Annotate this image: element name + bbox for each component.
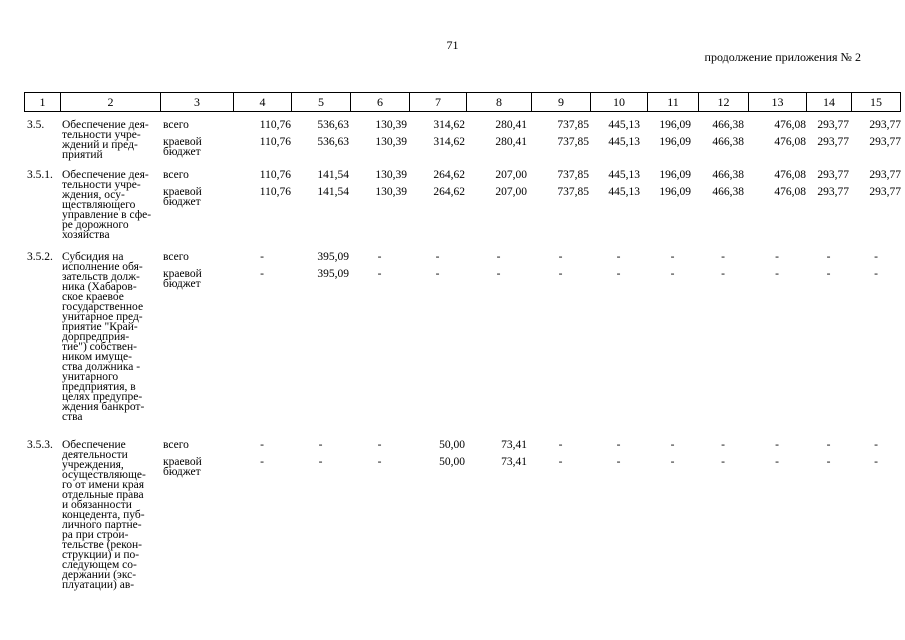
row-funding-label: бюджет xyxy=(163,196,201,208)
value-cell: - xyxy=(558,439,563,451)
value-cell: - xyxy=(670,251,675,263)
header-cell-5: 5 xyxy=(291,93,350,111)
value-cell: - xyxy=(377,439,382,451)
value-cell: 466,38 xyxy=(712,186,744,198)
row-name-line: тие") собствен- xyxy=(62,341,137,353)
row-name-line: плуатации) ав- xyxy=(62,579,135,591)
value-cell: - xyxy=(670,456,675,468)
row-code: 3.5.2. xyxy=(27,251,53,263)
row-name-line: го от имени края xyxy=(62,479,145,491)
header-cell-2: 2 xyxy=(60,93,160,111)
value-cell: 196,09 xyxy=(659,119,691,131)
row-name-line: ществляющего xyxy=(62,199,136,211)
row-name-line: государственное xyxy=(62,301,144,313)
row-name-line: концедента, пуб- xyxy=(62,509,145,521)
value-cell: 395,09 xyxy=(317,251,349,263)
value-cell: 445,13 xyxy=(608,169,640,181)
value-cell: - xyxy=(377,456,382,468)
row-name-line: целях предупре- xyxy=(62,391,143,403)
row-name-line: хозяйства xyxy=(62,229,110,241)
row-name-line: зательств долж- xyxy=(62,271,140,283)
value-cell: 73,41 xyxy=(501,439,527,451)
value-cell: 196,09 xyxy=(659,186,691,198)
value-cell: 536,63 xyxy=(317,119,349,131)
row-name-line: ника (Хабаров- xyxy=(62,281,137,293)
row-name-line: Обеспечение дея- xyxy=(62,169,149,181)
value-cell: 737,85 xyxy=(557,119,589,131)
value-cell: 476,08 xyxy=(774,169,806,181)
value-cell: 314,62 xyxy=(433,136,465,148)
row-funding-label: бюджет xyxy=(163,146,201,158)
value-cell: 466,38 xyxy=(712,119,744,131)
row-name-line: деятельности xyxy=(62,449,128,461)
row-code: 3.5. xyxy=(27,119,45,131)
value-cell: - xyxy=(826,251,831,263)
value-cell: 293,77 xyxy=(817,186,849,198)
value-cell: - xyxy=(616,268,621,280)
value-cell: 141,54 xyxy=(317,186,349,198)
row-name-line: приятие "Край- xyxy=(62,321,138,333)
value-cell: - xyxy=(721,268,725,280)
row-name-line: Обеспечение дея- xyxy=(62,119,149,131)
value-cell: 293,77 xyxy=(817,136,849,148)
value-cell: - xyxy=(775,251,779,263)
header-cell-9: 9 xyxy=(531,93,590,111)
row-name-line: личного партне- xyxy=(62,519,142,531)
row-name-line: тельстве (рекон- xyxy=(62,539,143,551)
row-name-line: тельности учре- xyxy=(62,129,141,141)
value-cell: - xyxy=(670,439,675,451)
value-cell: - xyxy=(670,268,675,280)
row-name-line: ждения банкрот- xyxy=(62,401,145,413)
row-name-line: ждения, осу- xyxy=(62,189,125,201)
value-cell: - xyxy=(874,251,878,263)
row-name-line: Обеспечение xyxy=(62,439,126,451)
value-cell: 476,08 xyxy=(774,136,806,148)
row-name-line: учреждения, xyxy=(62,459,124,471)
header-cell-13: 13 xyxy=(748,93,806,111)
value-cell: - xyxy=(721,439,725,451)
value-cell: - xyxy=(260,268,264,280)
value-cell: - xyxy=(435,251,440,263)
header-cell-11: 11 xyxy=(647,93,698,111)
value-cell: - xyxy=(260,439,264,451)
row-name-line: ства должника - xyxy=(62,361,141,373)
value-cell: 130,39 xyxy=(375,186,407,198)
row-funding-label: бюджет xyxy=(163,466,201,478)
value-cell: - xyxy=(826,268,831,280)
value-cell: 73,41 xyxy=(501,456,527,468)
row-name-line: приятий xyxy=(62,149,103,161)
row-name-line: ства xyxy=(62,411,83,423)
value-cell: 466,38 xyxy=(712,136,744,148)
value-cell: - xyxy=(496,251,501,263)
value-cell: - xyxy=(616,439,621,451)
value-cell: - xyxy=(377,251,382,263)
row-name-line: ником имуще- xyxy=(62,351,132,363)
row-name-line: осуществляюще- xyxy=(62,469,146,481)
value-cell: 50,00 xyxy=(439,439,465,451)
value-cell: 207,00 xyxy=(495,169,527,181)
value-cell: 395,09 xyxy=(317,268,349,280)
value-cell: 445,13 xyxy=(608,136,640,148)
value-cell: 445,13 xyxy=(608,186,640,198)
value-cell: 196,09 xyxy=(659,136,691,148)
row-name-line: ра при строи- xyxy=(62,529,129,541)
row-name-line: ское краевое xyxy=(62,291,124,303)
row-name-line: следующем со- xyxy=(62,559,137,571)
value-cell: 737,85 xyxy=(557,136,589,148)
row-funding-label: всего xyxy=(163,169,189,181)
row-name-line: исполнение обя- xyxy=(62,261,143,273)
value-cell: 264,62 xyxy=(433,186,465,198)
value-cell: 445,13 xyxy=(608,119,640,131)
value-cell: 536,63 xyxy=(317,136,349,148)
value-cell: 293,77 xyxy=(869,169,901,181)
header-cell-10: 10 xyxy=(590,93,647,111)
row-funding-label: краевой xyxy=(163,456,202,468)
row-name-line: унитарного xyxy=(62,371,119,383)
row-code: 3.5.1. xyxy=(27,169,53,181)
value-cell: 476,08 xyxy=(774,186,806,198)
value-cell: 110,76 xyxy=(259,169,291,181)
row-name-line: струкции) и по- xyxy=(62,549,140,561)
value-cell: 466,38 xyxy=(712,169,744,181)
header-cell-15: 15 xyxy=(851,93,901,111)
row-name-line: держании (экс- xyxy=(62,569,137,581)
header-cell-4: 4 xyxy=(233,93,291,111)
value-cell: - xyxy=(616,251,621,263)
row-funding-label: всего xyxy=(163,119,189,131)
header-cell-6: 6 xyxy=(350,93,409,111)
value-cell: 737,85 xyxy=(557,169,589,181)
header-cell-1: 1 xyxy=(24,93,60,111)
value-cell: 141,54 xyxy=(317,169,349,181)
header-cell-12: 12 xyxy=(698,93,748,111)
row-funding-label: краевой xyxy=(163,186,202,198)
value-cell: - xyxy=(558,268,563,280)
header-cell-3: 3 xyxy=(160,93,233,111)
table-header xyxy=(24,92,901,112)
value-cell: 130,39 xyxy=(375,119,407,131)
value-cell: - xyxy=(775,268,779,280)
value-cell: - xyxy=(874,268,878,280)
value-cell: 293,77 xyxy=(817,169,849,181)
row-name-line: и обязанности xyxy=(62,499,132,511)
value-cell: 130,39 xyxy=(375,136,407,148)
row-funding-label: всего xyxy=(163,251,189,263)
value-cell: 280,41 xyxy=(495,119,527,131)
value-cell: 110,76 xyxy=(259,136,291,148)
value-cell: 264,62 xyxy=(433,169,465,181)
header-cell-7: 7 xyxy=(409,93,466,111)
row-code: 3.5.3. xyxy=(27,439,53,451)
continuation-label: продолжение приложения № 2 xyxy=(704,50,861,64)
value-cell: 50,00 xyxy=(439,456,465,468)
page-number: 71 xyxy=(446,38,459,52)
row-name-line: дорпредприя- xyxy=(62,331,130,343)
row-name-line: унитарное пред- xyxy=(62,311,143,323)
row-funding-label: краевой xyxy=(163,136,202,148)
row-funding-label: краевой xyxy=(163,268,202,280)
value-cell: 280,41 xyxy=(495,136,527,148)
value-cell: 293,77 xyxy=(869,186,901,198)
row-name-line: управление в сфе- xyxy=(62,209,152,221)
row-name-line: тельности учре- xyxy=(62,179,141,191)
value-cell: - xyxy=(775,439,779,451)
value-cell: - xyxy=(377,268,382,280)
value-cell: 196,09 xyxy=(659,169,691,181)
value-cell: - xyxy=(616,456,621,468)
row-funding-label: всего xyxy=(163,439,189,451)
header-cell-14: 14 xyxy=(806,93,851,111)
value-cell: - xyxy=(874,456,878,468)
value-cell: - xyxy=(826,456,831,468)
value-cell: - xyxy=(496,268,501,280)
row-name-line: ре дорожного xyxy=(62,219,129,231)
value-cell: - xyxy=(318,456,323,468)
value-cell: 314,62 xyxy=(433,119,465,131)
value-cell: - xyxy=(775,456,779,468)
value-cell: 293,77 xyxy=(817,119,849,131)
row-name-line: отдельные права xyxy=(62,489,144,501)
value-cell: 207,00 xyxy=(495,186,527,198)
value-cell: - xyxy=(874,439,878,451)
value-cell: 110,76 xyxy=(259,119,291,131)
value-cell: - xyxy=(558,456,563,468)
value-cell: - xyxy=(435,268,440,280)
row-funding-label: бюджет xyxy=(163,278,201,290)
value-cell: 476,08 xyxy=(774,119,806,131)
value-cell: - xyxy=(558,251,563,263)
value-cell: 293,77 xyxy=(869,136,901,148)
value-cell: 293,77 xyxy=(869,119,901,131)
header-cell-8: 8 xyxy=(466,93,531,111)
row-name-line: предприятия, в xyxy=(62,381,136,393)
row-name-line: ждений и пред- xyxy=(62,139,138,151)
value-cell: 737,85 xyxy=(557,186,589,198)
value-cell: - xyxy=(721,456,725,468)
value-cell: - xyxy=(260,456,264,468)
value-cell: 110,76 xyxy=(259,186,291,198)
value-cell: - xyxy=(826,439,831,451)
value-cell: - xyxy=(260,251,264,263)
value-cell: - xyxy=(721,251,725,263)
value-cell: - xyxy=(318,439,323,451)
row-name-line: Субсидия на xyxy=(62,251,124,263)
value-cell: 130,39 xyxy=(375,169,407,181)
